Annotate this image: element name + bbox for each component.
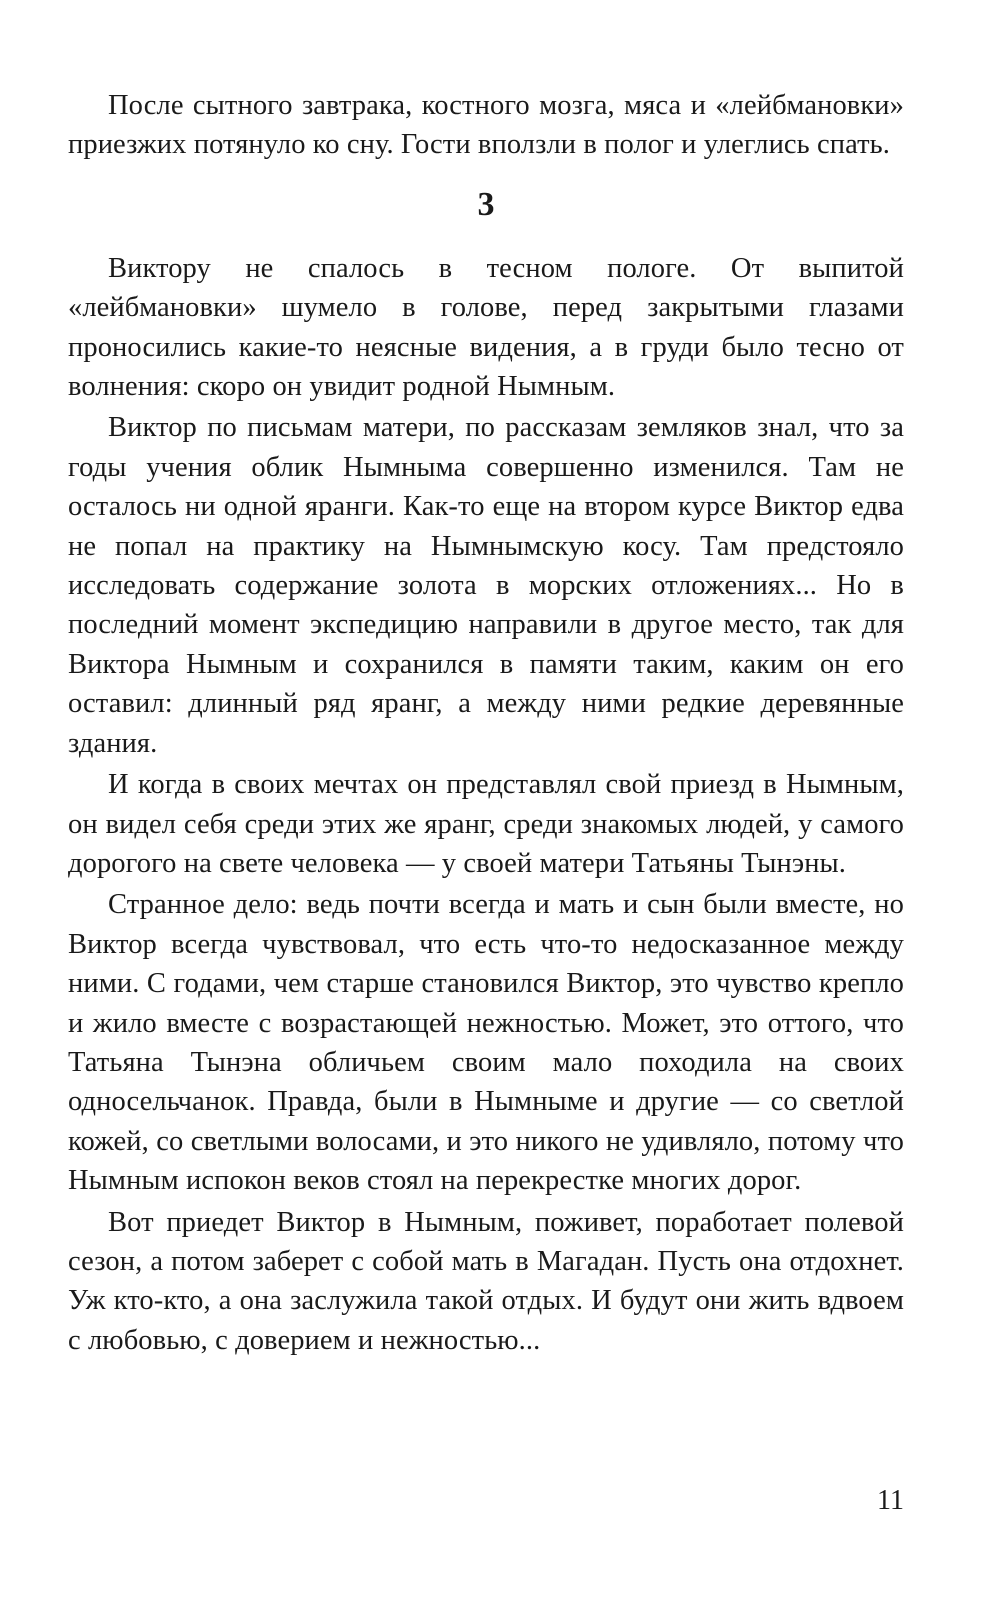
- paragraph-4: Странное дело: ведь почти всегда и мать и сын были вместе, но Виктор всегда чувствовал, что есть что-то недосказанное между ними. С годами, чем старше становился Виктор, это чувство крепло и жило вместе с возрастающей нежностью. Может, это оттого, что Татьяна Тынэна обличьем своим мало походила на своих односельчанок. Правда, были в Нымныме и другие — со светлой кожей, со светлыми волосами, и это никого не удивляло, потому что Нымным испокон веков стоял на перекрестке многих дорог.: [68, 889, 904, 1197]
- page-number: 11: [877, 1485, 904, 1516]
- paragraph-2: Виктор по письмам матери, по рассказам земляков знал, что за годы учения облик Нымныма совершенно изменился. Там не осталось ни одной яранги. Как-то еще на втором курсе Виктор едва не попал на практику на Нымнымскую косу. Там предстояло исследовать содержание золота в морских отложениях... Но в последний момент экспедицию направили в другое место, так для Виктора Нымным и сохранился в памяти таким, каким он его оставил: длинный ряд яранг, а между ними редкие деревянные здания.: [68, 412, 904, 759]
- paragraph-5: Вот приедет Виктор в Нымным, поживет, поработает полевой сезон, а потом заберет с собой мать в Магадан. Пусть она отдохнет. Уж кто-кто, а она заслужила такой отдых. И будут они жить вдвоем с любовью, с доверием и нежностью...: [68, 1206, 904, 1356]
- paragraph-3: И когда в своих мечтах он представлял свой приезд в Нымным, он видел себя среди этих же яранг, среди знакомых людей, у самого дорогого на свете человека — у своей матери Татьяны Тынэны.: [68, 769, 904, 879]
- chapter-heading: 3: [477, 185, 495, 223]
- paragraph-1: Виктору не спалось в тесном пологе. От выпитой «лейбмановки» шумело в голове, перед закрытыми глазами проносились какие-то неясные видения, а в груди было тесно от волнения: скоро он увидит родной Нымным.: [68, 252, 904, 403]
- opening-paragraph: После сытного завтрака, костного мозга, мяса и «лейбмановки» приезжих потянуло ко сну. Гости вползли в полог и улеглись спать.: [68, 90, 904, 161]
- page-body: [68, 86, 904, 1360]
